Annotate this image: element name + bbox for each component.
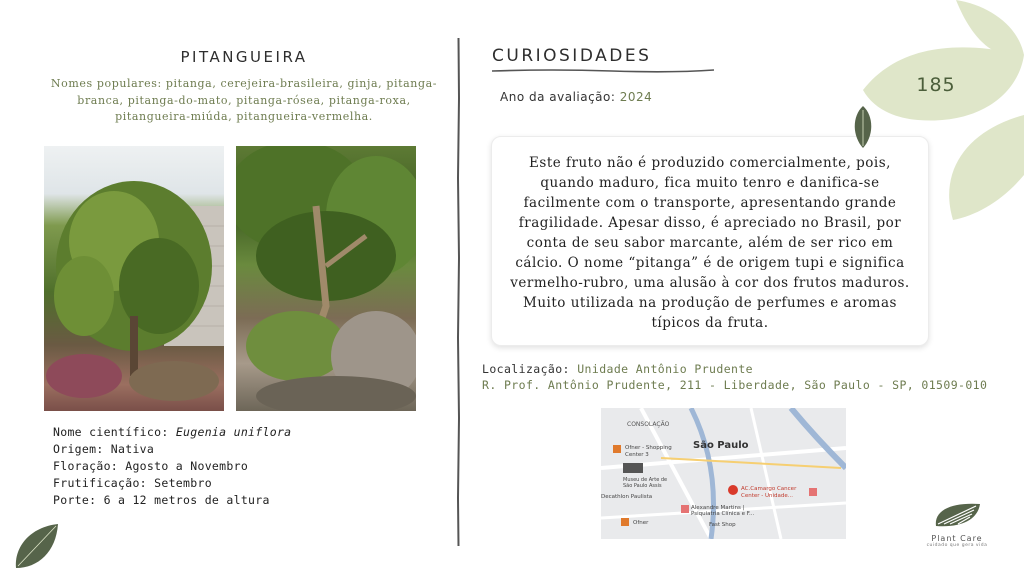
svg-text:Center 3: Center 3 — [625, 452, 649, 458]
evaluation-year: Ano da avaliação: 2024 — [500, 90, 653, 104]
flowering: Floração: Agosto a Novembro — [53, 459, 249, 473]
brand-name: Plant Care — [931, 534, 983, 543]
plant-size: Porte: 6 a 12 metros de altura — [53, 493, 270, 507]
location-map[interactable] — [601, 408, 846, 539]
small-leaf-icon — [852, 106, 874, 148]
origin: Origem: Nativa — [53, 442, 155, 456]
svg-text:Psiquiatria Clínica e F...: Psiquiatria Clínica e F... — [691, 511, 755, 517]
fruiting: Frutificação: Setembro — [53, 476, 212, 490]
scientific-name-value: Eugenia uniflora — [175, 425, 292, 439]
brand-logo — [922, 500, 992, 562]
location: Localização: Unidade Antônio Prudente R. Prof. Antônio Prudente, 211 - Liberdade, São Paulo - SP, 01509-010 — [482, 362, 988, 392]
plant-title: PITANGUEIRA — [180, 48, 308, 66]
curiosities-title: CURIOSIDADES — [492, 46, 652, 66]
corner-leaf-icon — [10, 522, 60, 572]
svg-text:Alexandre Martins |: Alexandre Martins | — [691, 505, 745, 511]
scientific-name: Nome científico: Eugenia uniflora — [53, 425, 292, 439]
plant-photo-2 — [236, 146, 416, 411]
popular-names: Nomes populares: pitanga, cerejeira-brasileira, ginja, pitanga-branca, pitanga-do-mato, pitanga-rósea, pitanga-roxa, pitangueira-miúda, pitangueira-vermelha. — [50, 77, 438, 123]
location-unit: Unidade Antônio Prudente — [577, 362, 753, 376]
plant-facts — [53, 424, 291, 509]
map-city: São Paulo — [693, 440, 749, 451]
column-divider — [456, 38, 461, 546]
svg-text:São Paulo Assis: São Paulo Assis — [623, 483, 662, 489]
decorative-leaves-icon — [858, 0, 1024, 230]
svg-text:Fast Shop: Fast Shop — [709, 522, 736, 528]
evaluation-year-value: 2024 — [619, 90, 653, 104]
page-number: 185 — [916, 74, 956, 96]
curiosities-text: Este fruto não é produzido comercialmente, pois, quando maduro, fica muito tenro e danifica-se facilmente com o transporte, apresentando grande fragilidade. Apesar disso, é apreciado no Brasil, por conta de seu sabor marcante, além de ser rico em cálcio. O nome “pitanga” é de origem tupi e significa vermelho-rubro, uma alusão à cor dos frutos maduros. Muito utilizada na produção de perfumes e aromas típicos da fruta. — [510, 155, 910, 331]
svg-text:Ofner - Shopping: Ofner - Shopping — [625, 445, 672, 451]
map-district: CONSOLAÇÃO — [627, 421, 670, 428]
title-underline — [492, 68, 714, 73]
svg-text:Museu de Arte de: Museu de Arte de — [623, 477, 668, 483]
plant-photo-1 — [44, 146, 224, 411]
svg-text:Decathlon Paulista: Decathlon Paulista — [601, 494, 653, 500]
svg-text:Center - Unidade...: Center - Unidade... — [741, 493, 794, 499]
location-address: R. Prof. Antônio Prudente, 211 - Liberdade, São Paulo - SP, 01509-010 — [482, 378, 988, 392]
svg-text:Ofner: Ofner — [633, 520, 649, 526]
brand-leaf-icon — [930, 500, 984, 530]
brand-tagline: cuidado que gera vida — [926, 543, 988, 548]
svg-text:AC.Camargo Cancer: AC.Camargo Cancer — [741, 486, 797, 492]
